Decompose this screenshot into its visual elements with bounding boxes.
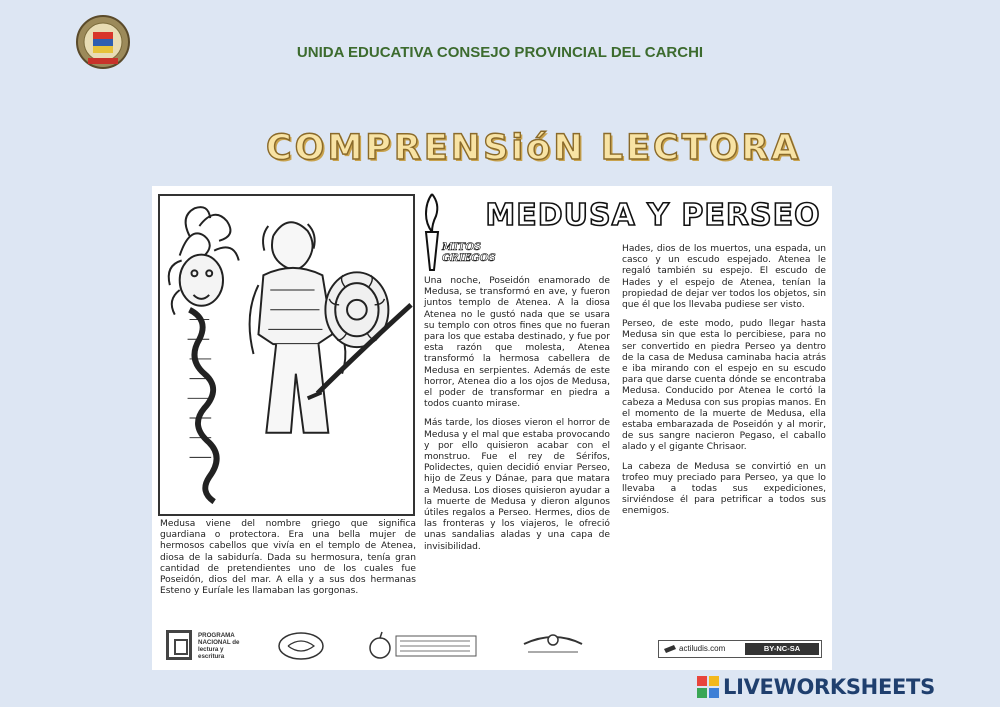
brand-name: LIVEWORKSHEETS: [723, 675, 935, 699]
sheet-footer: [158, 626, 826, 666]
school-seal-icon: [74, 14, 132, 70]
paragraph: Medusa viene del nombre griego que significa guardiana o protectora. Era una bella mujer de hermosos cabellos que vivía en el templo de Atenea, diosa de la sabiduría. Dada su hermosura, tenía gran cantidad de pretendientes uno de los cuales fue Poseidón, dios del mar. A ella y a sus dos hermanas Esteno y Euríale les llamaban las gorgonas.: [160, 519, 416, 597]
worksheet-heading: COMPRENSióN LECTORA: [266, 128, 802, 168]
paragraph: La cabeza de Medusa se convirtió en un trofeo muy preciado para Perseo, ya que lo llevaba a todas sus expediciones, sirviéndose él para petrificar a todos sus enemigos.: [622, 461, 826, 517]
paragraph: Más tarde, los dioses vieron el horror de Medusa y el mal que estaba provocando y por ello quisieron acabar con el monstruo. Fue el rey de Sérifos, Polidectes, quien decidió enviar Perseo, hijo de Zeus y Dánae, para que matara a Medusa. Los dioses quisieron ayudar a la muerte de Medusa y dieron algunos útiles regalos a Perseo. Hermes, dios de las fronteras y los viajeros, le ofreció unas sandalias aladas y una capa de invisibilidad.: [424, 418, 610, 552]
text-column-2: [424, 276, 610, 561]
text-column-1: [160, 519, 416, 605]
library-logo-icon: [276, 630, 326, 662]
liveworksheets-branding: [697, 674, 995, 700]
license-badge: BY-NC-SA: [745, 643, 819, 655]
series-badge-line1: MITOS: [442, 242, 482, 253]
paragraph: Perseo, de este modo, pudo llegar hasta Medusa sin que esta lo percibiese, para no ser convertido en piedra Perseo ya dentro de la casa de Medusa caminaba hacia atrás e iba mirando con el espejo en su escudo para que darse cuenta dónde se encontraba Medusa. Conducido por Atenea le cortó la cabeza a Medusa con sus propias manos. En el momento de la muerte de Medusa, ella estaba embarazada de Poseidón y al morir, de sus sangre nacieron Pegaso, el caballo alado y el gigante Chrisaor.: [622, 319, 826, 453]
actiludis-icon: [663, 644, 677, 654]
apple-logo-icon: [368, 630, 478, 662]
text-column-3: [622, 244, 826, 526]
reading-program-logo: [166, 630, 244, 662]
program-square-icon: [166, 630, 192, 660]
cuento-logo-icon: [518, 630, 588, 662]
medusa-perseus-illustration: [158, 194, 415, 516]
actiludis-logo: [658, 640, 822, 658]
torch-icon: [420, 192, 444, 272]
program-label: PROGRAMA NACIONAL de lectura y escritura: [198, 632, 240, 660]
reading-sheet: [152, 186, 832, 670]
article-title-box: [480, 193, 826, 239]
article-title: MEDUSA Y PERSEO: [485, 198, 821, 233]
liveworksheets-logo-icon: [697, 676, 719, 698]
series-badge-line2: GRIEGOS: [442, 253, 496, 264]
school-name: UNIDA EDUCATIVA CONSEJO PROVINCIAL DEL CARCHI: [296, 44, 704, 61]
paragraph: Una noche, Poseidón enamorado de Medusa, se transformó en ave, y fueron juntos templo de Atenea. A la diosa Atenea no le gustó nada que se usara su templo con otros fines que no fueran para los que estaba destinado, y fue por esta razón que molesta, Atenea transformó la hermosa cabellera de Medusa en serpientes. Además de este horror, Atenea dio a los ojos de Medusa, el poder de transformar en piedra a todos cuanto mirase.: [424, 276, 610, 410]
series-badge: [442, 242, 500, 264]
actiludis-label: actiludis.com: [679, 644, 726, 653]
paragraph: Hades, dios de los muertos, una espada, un casco y un escudo espejado. Atenea le regaló también su espejo. El escudo de Hades y el espejo de Atenea, tenían la propiedad de dejar ver todos los objetos, sin que él que los llevaba pudiese ser visto.: [622, 244, 826, 311]
